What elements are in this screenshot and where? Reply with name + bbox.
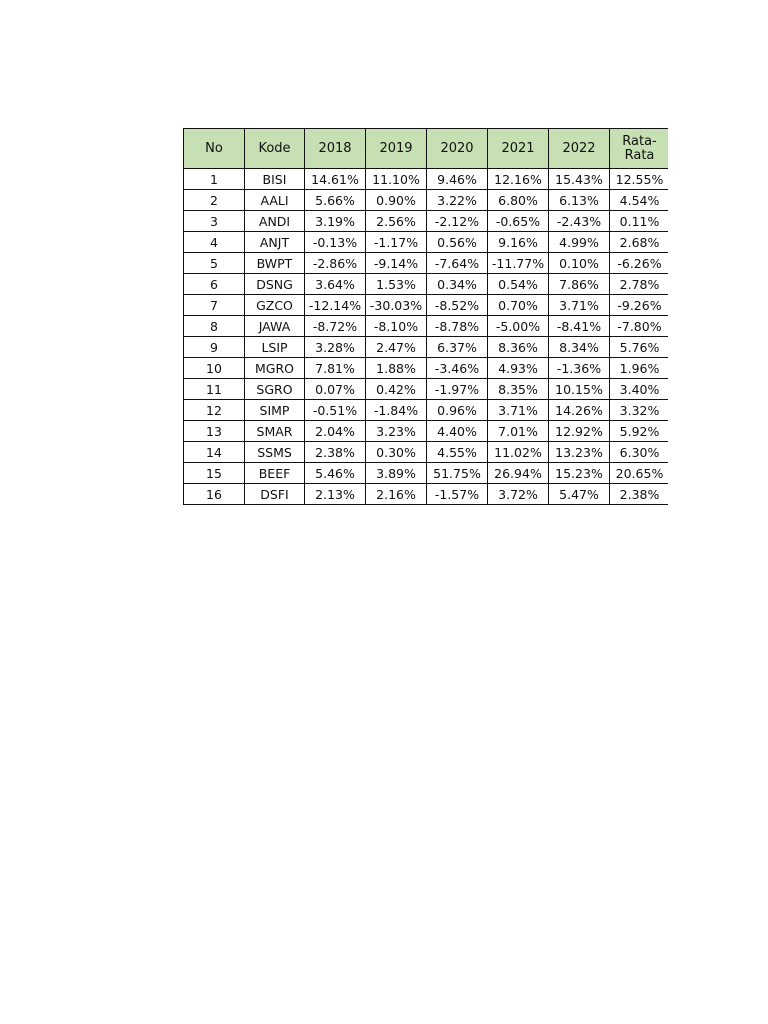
cell-2022: -8.41% bbox=[549, 316, 610, 337]
cell-rata-rata: 4.54% bbox=[610, 190, 669, 211]
header-2018: 2018 bbox=[305, 129, 366, 169]
cell-2021: -0.65% bbox=[488, 211, 549, 232]
cell-rata-rata: -6.26% bbox=[610, 253, 669, 274]
cell-2020: 4.55% bbox=[427, 442, 488, 463]
table-row bbox=[184, 337, 669, 358]
cell-2018: 3.19% bbox=[305, 211, 366, 232]
cell-kode: DSNG bbox=[245, 274, 305, 295]
table-row bbox=[184, 190, 669, 211]
cell-no: 14 bbox=[184, 442, 245, 463]
cell-rata-rata: 2.38% bbox=[610, 484, 669, 505]
cell-2019: 1.53% bbox=[366, 274, 427, 295]
cell-2019: 0.90% bbox=[366, 190, 427, 211]
cell-2019: 3.23% bbox=[366, 421, 427, 442]
table-row bbox=[184, 169, 669, 190]
cell-2018: 2.04% bbox=[305, 421, 366, 442]
cell-2019: -9.14% bbox=[366, 253, 427, 274]
cell-rata-rata: 2.78% bbox=[610, 274, 669, 295]
cell-2019: 11.10% bbox=[366, 169, 427, 190]
header-row bbox=[184, 129, 669, 169]
cell-2021: 12.16% bbox=[488, 169, 549, 190]
cell-2020: 9.46% bbox=[427, 169, 488, 190]
cell-2021: 11.02% bbox=[488, 442, 549, 463]
cell-2021: 0.54% bbox=[488, 274, 549, 295]
header-2020: 2020 bbox=[427, 129, 488, 169]
cell-2018: 3.28% bbox=[305, 337, 366, 358]
cell-kode: BEEF bbox=[245, 463, 305, 484]
cell-2020: -1.57% bbox=[427, 484, 488, 505]
header-rata-rata: Rata-Rata bbox=[610, 129, 669, 169]
cell-2021: 6.80% bbox=[488, 190, 549, 211]
table-row bbox=[184, 484, 669, 505]
cell-2018: 5.46% bbox=[305, 463, 366, 484]
cell-kode: BWPT bbox=[245, 253, 305, 274]
cell-no: 13 bbox=[184, 421, 245, 442]
cell-kode: ANDI bbox=[245, 211, 305, 232]
cell-kode: SIMP bbox=[245, 400, 305, 421]
header-2022: 2022 bbox=[549, 129, 610, 169]
header-no: No bbox=[184, 129, 245, 169]
cell-2022: 7.86% bbox=[549, 274, 610, 295]
header-2019: 2019 bbox=[366, 129, 427, 169]
cell-2022: 3.71% bbox=[549, 295, 610, 316]
cell-2021: -11.77% bbox=[488, 253, 549, 274]
cell-2022: 13.23% bbox=[549, 442, 610, 463]
table-row bbox=[184, 400, 669, 421]
table-header bbox=[184, 129, 669, 169]
cell-2020: 0.56% bbox=[427, 232, 488, 253]
cell-2018: -12.14% bbox=[305, 295, 366, 316]
cell-2018: 14.61% bbox=[305, 169, 366, 190]
data-table-container bbox=[183, 128, 668, 505]
cell-2022: 6.13% bbox=[549, 190, 610, 211]
cell-2018: -0.51% bbox=[305, 400, 366, 421]
cell-2021: 26.94% bbox=[488, 463, 549, 484]
table-row bbox=[184, 463, 669, 484]
cell-rata-rata: -9.26% bbox=[610, 295, 669, 316]
cell-2021: 7.01% bbox=[488, 421, 549, 442]
table-row bbox=[184, 379, 669, 400]
table-row bbox=[184, 232, 669, 253]
cell-rata-rata: 2.68% bbox=[610, 232, 669, 253]
cell-2020: -3.46% bbox=[427, 358, 488, 379]
cell-kode: LSIP bbox=[245, 337, 305, 358]
cell-2019: -1.17% bbox=[366, 232, 427, 253]
cell-2018: -2.86% bbox=[305, 253, 366, 274]
cell-rata-rata: 20.65% bbox=[610, 463, 669, 484]
table-row bbox=[184, 316, 669, 337]
cell-2021: 0.70% bbox=[488, 295, 549, 316]
cell-2020: 51.75% bbox=[427, 463, 488, 484]
cell-no: 1 bbox=[184, 169, 245, 190]
header-kode: Kode bbox=[245, 129, 305, 169]
table-body bbox=[184, 169, 669, 505]
cell-kode: DSFI bbox=[245, 484, 305, 505]
cell-2018: 2.38% bbox=[305, 442, 366, 463]
table-row bbox=[184, 274, 669, 295]
cell-rata-rata: 1.96% bbox=[610, 358, 669, 379]
cell-2020: -8.52% bbox=[427, 295, 488, 316]
table-row bbox=[184, 421, 669, 442]
cell-2019: 0.30% bbox=[366, 442, 427, 463]
cell-2019: -1.84% bbox=[366, 400, 427, 421]
cell-2018: 2.13% bbox=[305, 484, 366, 505]
cell-2022: 12.92% bbox=[549, 421, 610, 442]
cell-2018: -8.72% bbox=[305, 316, 366, 337]
cell-no: 16 bbox=[184, 484, 245, 505]
cell-2022: 0.10% bbox=[549, 253, 610, 274]
cell-no: 12 bbox=[184, 400, 245, 421]
cell-no: 9 bbox=[184, 337, 245, 358]
cell-no: 7 bbox=[184, 295, 245, 316]
header-2021: 2021 bbox=[488, 129, 549, 169]
cell-rata-rata: 3.32% bbox=[610, 400, 669, 421]
cell-kode: GZCO bbox=[245, 295, 305, 316]
cell-no: 11 bbox=[184, 379, 245, 400]
table-row bbox=[184, 295, 669, 316]
cell-2022: 15.23% bbox=[549, 463, 610, 484]
cell-kode: SMAR bbox=[245, 421, 305, 442]
cell-2021: 3.72% bbox=[488, 484, 549, 505]
cell-2019: 2.47% bbox=[366, 337, 427, 358]
cell-2019: 3.89% bbox=[366, 463, 427, 484]
cell-2022: -1.36% bbox=[549, 358, 610, 379]
cell-2022: 8.34% bbox=[549, 337, 610, 358]
cell-2019: -8.10% bbox=[366, 316, 427, 337]
cell-2020: 4.40% bbox=[427, 421, 488, 442]
cell-2021: 8.36% bbox=[488, 337, 549, 358]
cell-no: 4 bbox=[184, 232, 245, 253]
cell-no: 6 bbox=[184, 274, 245, 295]
cell-no: 2 bbox=[184, 190, 245, 211]
cell-2021: 4.93% bbox=[488, 358, 549, 379]
cell-2018: 5.66% bbox=[305, 190, 366, 211]
cell-kode: JAWA bbox=[245, 316, 305, 337]
cell-2018: 0.07% bbox=[305, 379, 366, 400]
cell-2022: 14.26% bbox=[549, 400, 610, 421]
cell-2022: 15.43% bbox=[549, 169, 610, 190]
cell-2021: 8.35% bbox=[488, 379, 549, 400]
cell-2020: 0.96% bbox=[427, 400, 488, 421]
cell-2018: 3.64% bbox=[305, 274, 366, 295]
cell-2020: 3.22% bbox=[427, 190, 488, 211]
table-row bbox=[184, 253, 669, 274]
cell-rata-rata: 0.11% bbox=[610, 211, 669, 232]
cell-2020: -7.64% bbox=[427, 253, 488, 274]
table-row bbox=[184, 358, 669, 379]
cell-2019: 1.88% bbox=[366, 358, 427, 379]
cell-2022: 10.15% bbox=[549, 379, 610, 400]
cell-2020: 6.37% bbox=[427, 337, 488, 358]
cell-2021: -5.00% bbox=[488, 316, 549, 337]
cell-rata-rata: 5.76% bbox=[610, 337, 669, 358]
cell-2020: -8.78% bbox=[427, 316, 488, 337]
cell-no: 8 bbox=[184, 316, 245, 337]
cell-kode: ANJT bbox=[245, 232, 305, 253]
table-row bbox=[184, 211, 669, 232]
cell-rata-rata: -7.80% bbox=[610, 316, 669, 337]
cell-2019: 2.16% bbox=[366, 484, 427, 505]
cell-2020: 0.34% bbox=[427, 274, 488, 295]
data-table bbox=[183, 128, 668, 505]
table-row bbox=[184, 442, 669, 463]
cell-2019: 2.56% bbox=[366, 211, 427, 232]
cell-rata-rata: 6.30% bbox=[610, 442, 669, 463]
cell-2020: -2.12% bbox=[427, 211, 488, 232]
cell-rata-rata: 12.55% bbox=[610, 169, 669, 190]
cell-2018: 7.81% bbox=[305, 358, 366, 379]
cell-no: 15 bbox=[184, 463, 245, 484]
cell-kode: SSMS bbox=[245, 442, 305, 463]
cell-2021: 3.71% bbox=[488, 400, 549, 421]
cell-2019: 0.42% bbox=[366, 379, 427, 400]
cell-2022: -2.43% bbox=[549, 211, 610, 232]
cell-2020: -1.97% bbox=[427, 379, 488, 400]
cell-kode: MGRO bbox=[245, 358, 305, 379]
cell-rata-rata: 3.40% bbox=[610, 379, 669, 400]
cell-kode: BISI bbox=[245, 169, 305, 190]
cell-2018: -0.13% bbox=[305, 232, 366, 253]
cell-kode: AALI bbox=[245, 190, 305, 211]
cell-2022: 5.47% bbox=[549, 484, 610, 505]
cell-rata-rata: 5.92% bbox=[610, 421, 669, 442]
cell-2021: 9.16% bbox=[488, 232, 549, 253]
cell-no: 5 bbox=[184, 253, 245, 274]
cell-2019: -30.03% bbox=[366, 295, 427, 316]
cell-no: 3 bbox=[184, 211, 245, 232]
cell-2022: 4.99% bbox=[549, 232, 610, 253]
cell-kode: SGRO bbox=[245, 379, 305, 400]
cell-no: 10 bbox=[184, 358, 245, 379]
